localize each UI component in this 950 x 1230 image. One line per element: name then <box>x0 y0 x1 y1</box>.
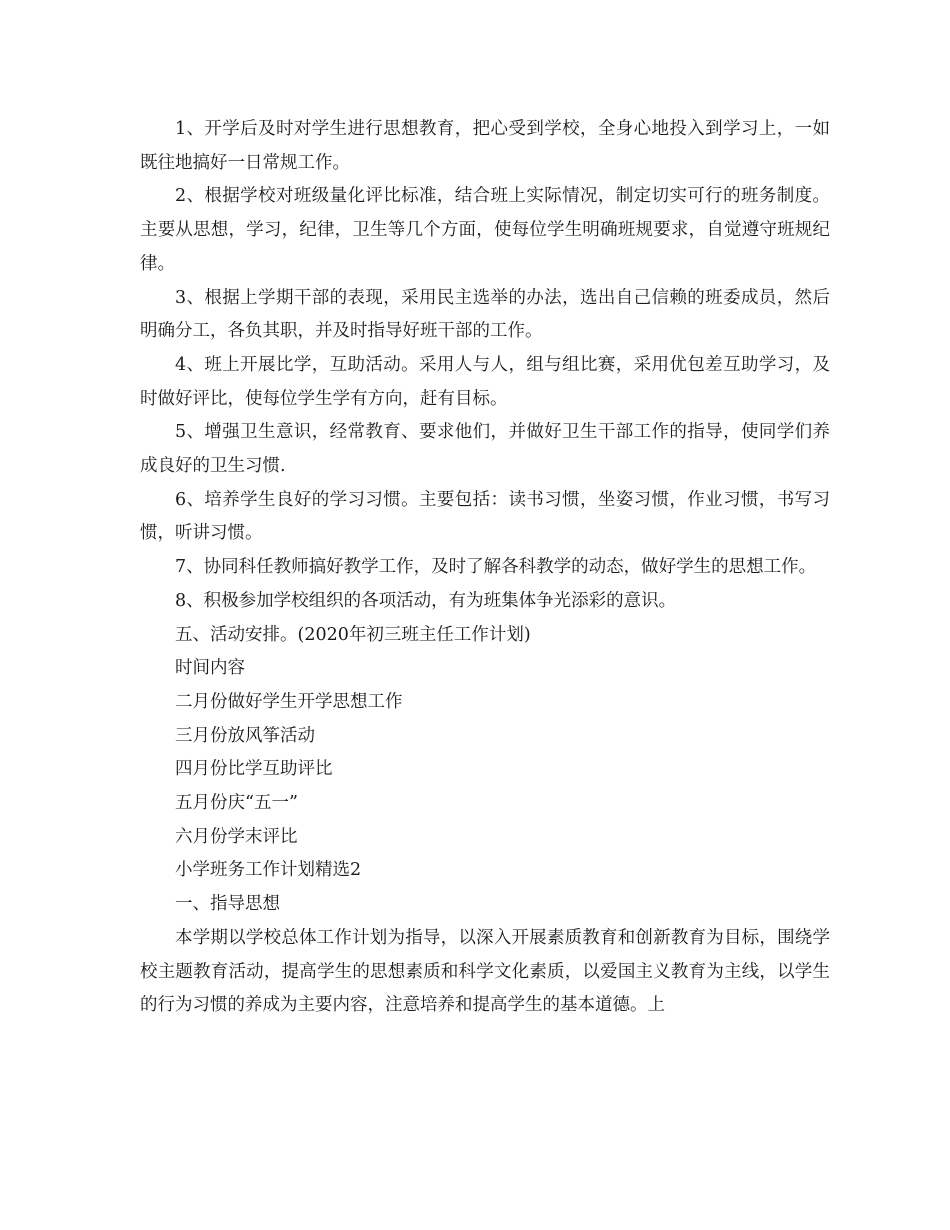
section-heading: 五、活动安排。(2020年初三班主任工作计划) <box>175 624 531 645</box>
paragraph: 2、根据学校对班级量化评比标准，结合班上实际情况，制定切实可行的班务制度。主要从思想，学习，纪律，卫生等几个方面，使每位学生明确班规要求，自觉遵守班规纪律。 <box>140 186 830 274</box>
schedule-item: 四月份比学互助评比 <box>175 759 333 780</box>
document-body <box>140 113 830 1023</box>
paragraph: 7、协同科任教师搞好教学工作，及时了解各科教学的动态，做好学生的思想工作。 <box>175 557 817 578</box>
paragraph: 3、根据上学期干部的表现，采用民主选举的办法，选出自己信赖的班委成员，然后明确分工，各负其职，并及时指导好班干部的工作。 <box>140 287 830 342</box>
schedule-header: 时间内容 <box>175 658 245 679</box>
paragraph: 6、培养学生良好的学习习惯。主要包括：读书习惯，坐姿习惯，作业习惯，书写习惯，听讲习惯。 <box>140 489 830 544</box>
paragraph: 8、积极参加学校组织的各项活动，有为班集体争光添彩的意识。 <box>175 590 677 611</box>
document-subtitle: 小学班务工作计划精选2 <box>175 860 362 881</box>
paragraph: 本学期以学校总体工作计划为指导，以深入开展素质教育和创新教育为目标，围绕学校主题教育活动，提高学生的思想素质和科学文化素质，以爱国主义教育为主线，以学生的行为习惯的养成为主要内容，注意培养和提高学生的基本道德。上 <box>140 927 830 1016</box>
paragraph: 1、开学后及时对学生进行思想教育，把心受到学校，全身心地投入到学习上，一如既往地搞好一日常规工作。 <box>140 119 830 173</box>
schedule-item: 六月份学末评比 <box>175 826 298 847</box>
paragraph: 4、班上开展比学，互助活动。采用人与人，组与组比赛，采用优包差互助学习，及时做好评比，使每位学生学有方向，赶有目标。 <box>140 354 830 409</box>
schedule-item: 五月份庆“五一” <box>175 793 298 814</box>
schedule-item: 二月份做好学生开学思想工作 <box>175 691 403 712</box>
schedule-item: 三月份放风筝活动 <box>175 725 315 746</box>
paragraph: 5、增强卫生意识，经常教育、要求他们，并做好卫生干部工作的指导，使同学们养成良好的卫生习惯. <box>140 422 830 477</box>
section-heading: 一、指导思想 <box>175 894 280 915</box>
